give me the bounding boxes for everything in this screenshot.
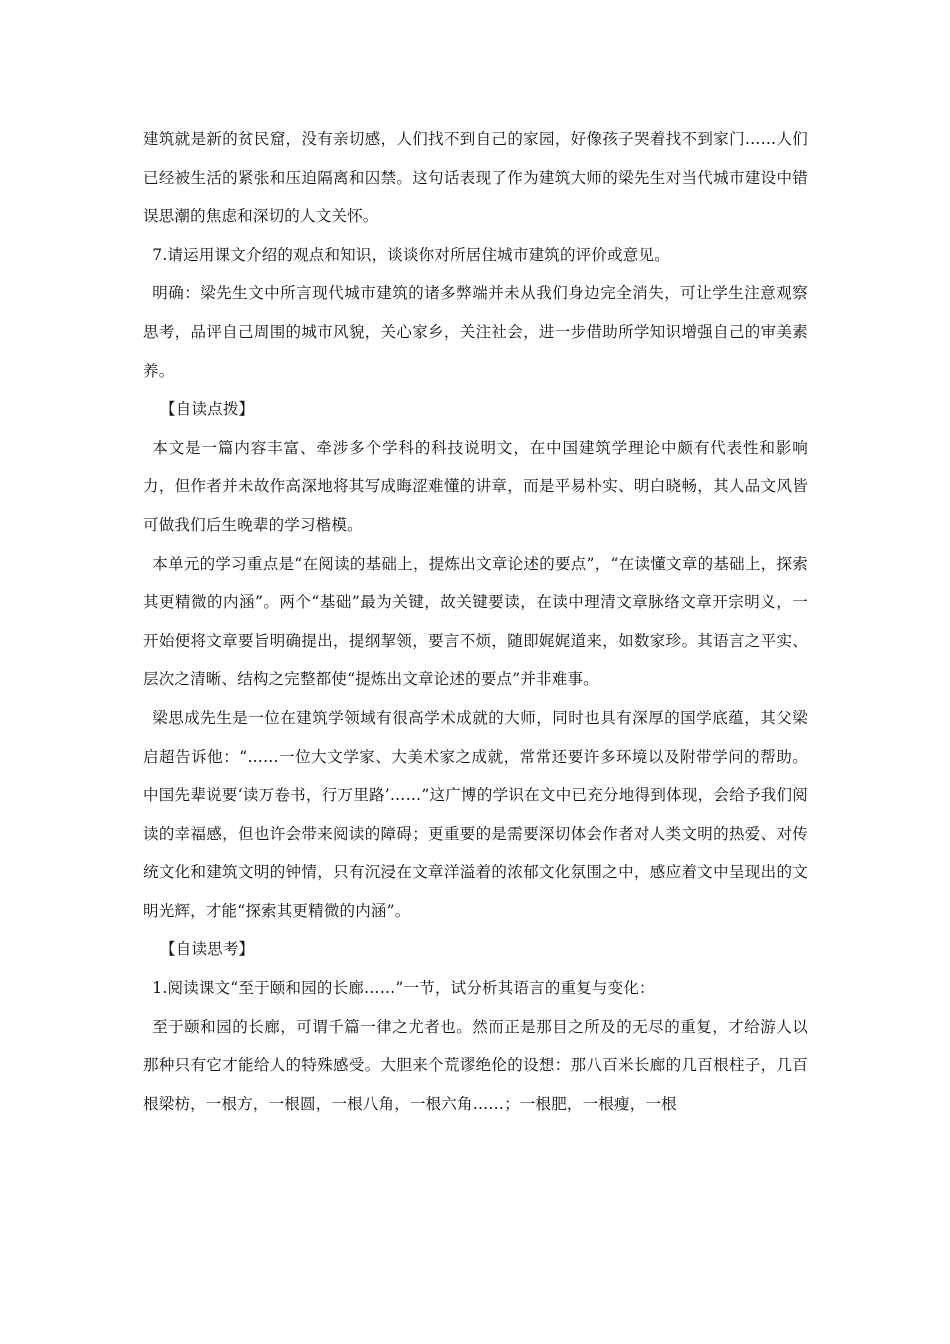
question-1: 1.阅读课文“至于颐和园的长廊……”一节，试分析其语言的重复与变化： [152, 979, 655, 998]
paragraph-summer-palace-corridor: 至于颐和园的长廊，可谓千篇一律之尤者也。然而正是那目之所及的无尽的重复，才给游人以那种只有它才能给人的特殊感受。大胆来个荒谬绝伦的设想：那八百米长廊的几百根柱子，几百根梁枋，一根方，一根圆，一根八角，一根六角……；一根肥，一根瘦，一根 [143, 1017, 808, 1113]
section-heading-reading-guide: 【自读点拨】 [160, 400, 255, 419]
paragraph-unit-focus: 本单元的学习重点是“在阅读的基础上，提炼出文章论述的要点”，“在读懂文章的基础上，探索其更精微的内涵”。两个“基础”最为关键，故关键要读，在读中理清文章脉络文章开宗明义，一开始便将文章要旨明确提出，提纲挈领，要言不烦，随即娓娓道来，如数家珍。其语言之平实、层次之清晰、结构之完整都使“提炼出文章论述的要点”并非难事。 [143, 554, 808, 689]
question-7: 7.请运用课文介绍的观点和知识，谈谈你对所居住城市建筑的评价或意见。 [152, 245, 670, 264]
document-body [143, 120, 808, 1123]
paragraph-continued-quote: 建筑就是新的贫民窟，没有亲切感，人们找不到自己的家园，好像孩子哭着找不到家门……人们已经被生活的紧张和压迫隔离和囚禁。这句话表现了作为建筑大师的梁先生对当代城市建设中错误思潮的焦虑和深切的人文关怀。 [143, 130, 808, 226]
answer-clarification: 明确：梁先生文中所言现代城市建筑的诸多弊端并未从我们身边完全消失，可让学生注意观察思考，品评自己周围的城市风貌，关心家乡，关注社会，进一步借助所学知识增强自己的审美素养。 [143, 284, 808, 380]
section-heading-reading-questions: 【自读思考】 [160, 940, 255, 959]
paragraph-article-summary: 本文是一篇内容丰富、牵涉多个学科的科技说明文，在中国建筑学理论中颇有代表性和影响力，但作者并未故作高深地将其写成晦涩难懂的讲章，而是平易朴实、明白晓畅，其人品文风皆可做我们后生晚辈的学习楷模。 [143, 438, 808, 534]
paragraph-author-background: 梁思成先生是一位在建筑学领域有很高学术成就的大师，同时也具有深厚的国学底蕴，其父梁启超告诉他：“……一位大文学家、大美术家之成就，常常还要许多环境以及附带学问的帮助。中国先辈说要‘读万卷书，行万里路’……”这广博的学识在文中已充分地得到体现，会给予我们阅读的幸福感，但也许会带来阅读的障碍；更重要的是需要深切体会作者对人类文明的热爱、对传统文化和建筑文明的钟情，只有沉浸在文章洋溢着的浓郁文化氛围之中，感应着文中呈现出的文明光辉，才能“探索其更精微的内涵”。 [143, 708, 808, 920]
